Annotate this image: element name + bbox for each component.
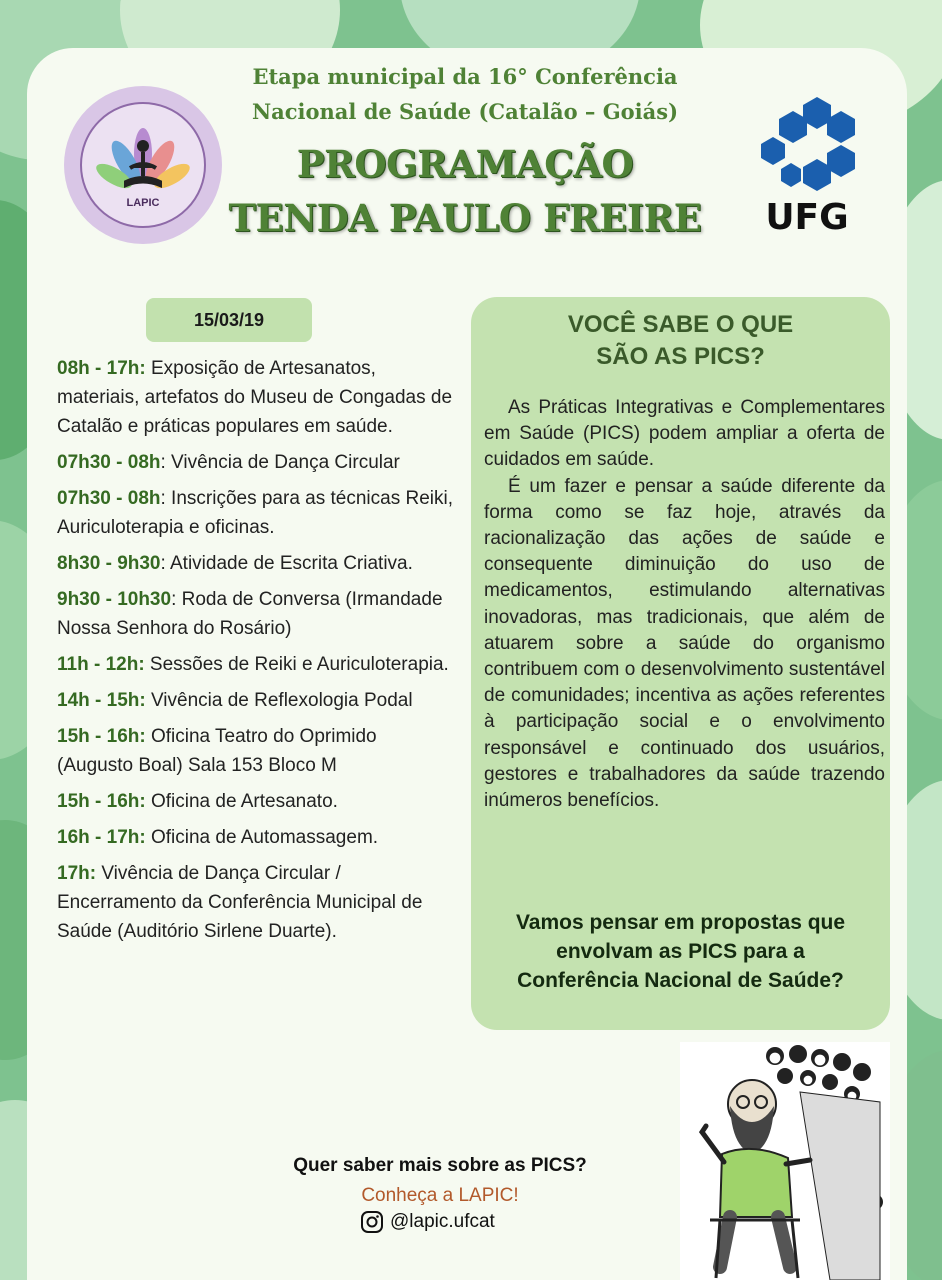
schedule-item bbox=[57, 448, 457, 477]
schedule-item bbox=[57, 354, 457, 441]
page-title-programacao: PROGRAMAÇÃO bbox=[296, 142, 634, 186]
schedule-time: 9h30 - 10h30 bbox=[57, 589, 172, 610]
date-badge: 15/03/19 bbox=[146, 298, 312, 342]
pics-call-to-action bbox=[471, 908, 890, 995]
header-subtitle-line2: Nacional de Saúde (Catalão – Goiás) bbox=[251, 99, 679, 124]
pics-title-line1: VOCÊ SABE O QUE bbox=[567, 311, 794, 338]
pics-title-line2: SÃO AS PICS? bbox=[596, 343, 765, 370]
page-title-tenda: TENDA PAULO FREIRE bbox=[228, 196, 702, 240]
pics-title bbox=[471, 309, 890, 373]
pics-cta-line1: Vamos pensar em propostas que bbox=[515, 911, 846, 934]
schedule-item bbox=[57, 650, 457, 679]
schedule-description: Sessões de Reiki e Auriculoterapia. bbox=[144, 654, 449, 675]
paulo-freire-illustration bbox=[680, 1042, 890, 1280]
schedule-time: 15h - 16h: bbox=[57, 726, 146, 747]
schedule-item bbox=[57, 823, 457, 852]
pics-cta-line3: Conferência Nacional de Saúde? bbox=[517, 969, 844, 992]
schedule-item bbox=[57, 484, 457, 542]
schedule-item bbox=[57, 686, 457, 715]
lapic-logo-text: LAPIC bbox=[126, 197, 160, 209]
pics-paragraph-2: É um fazer e pensar a saúde diferente da forma como se faz hoje, através da racionalização das ações de saúde e consequente diminuição do uso de medicamentos, estimulando alternativas inovadoras, mas tradicionais, que além de atuarem sobre a saúde do organismo contribuem com o desenvolvimento sustentável de comunidades; incentiva as ações referentes à participação social e o envolvimento responsável e continuado dos usuários, gestores e trabalhadores da saúde trazendo inúmeros benefícios. bbox=[484, 475, 885, 812]
schedule-description: : Inscrições para as técnicas Reiki, Auriculoterapia e oficinas. bbox=[57, 488, 454, 538]
schedule-description: : Roda de Conversa (Irmandade Nossa Senhora do Rosário) bbox=[57, 589, 443, 639]
pics-body bbox=[484, 395, 885, 814]
schedule-description: Oficina de Automassagem. bbox=[145, 827, 379, 848]
schedule-time: 07h30 - 08h bbox=[57, 452, 161, 473]
schedule-time: 17h: bbox=[57, 863, 97, 884]
footer-instagram[interactable] bbox=[360, 1210, 495, 1234]
schedule-item bbox=[57, 859, 457, 946]
pics-cta-line2: envolvam as PICS para a bbox=[556, 940, 805, 963]
schedule-time: 15h - 16h: bbox=[57, 791, 146, 812]
instagram-icon bbox=[360, 1210, 384, 1234]
pics-paragraph-1: As Práticas Integrativas e Complementares em Saúde (PICS) podem ampliar a oferta de cuidados em saúde. bbox=[484, 397, 885, 471]
header-subtitle-line1: Etapa municipal da 16° Conferência bbox=[252, 64, 678, 89]
ufg-logo-text: UFG bbox=[765, 197, 849, 238]
schedule-time: 8h30 - 9h30 bbox=[57, 553, 161, 574]
footer-question: Quer saber mais sobre as PICS? bbox=[293, 1155, 587, 1176]
schedule-time: 16h - 17h: bbox=[57, 827, 146, 848]
schedule-item bbox=[57, 585, 457, 643]
schedule-item bbox=[57, 722, 457, 780]
ufg-logo bbox=[755, 93, 865, 238]
schedule-description: : Atividade de Escrita Criativa. bbox=[160, 553, 413, 574]
footer-lapic-link[interactable]: Conheça a LAPIC! bbox=[361, 1185, 519, 1206]
schedule-description: Vivência de Reflexologia Podal bbox=[145, 690, 413, 711]
schedule-description: Oficina Teatro do Oprimido (Augusto Boal) Sala 153 Bloco M bbox=[57, 726, 377, 776]
schedule-list bbox=[57, 354, 457, 953]
schedule-description: : Vivência de Dança Circular bbox=[160, 452, 400, 473]
instagram-handle: @lapic.ufcat bbox=[390, 1211, 495, 1232]
schedule-time: 07h30 - 08h bbox=[57, 488, 161, 509]
schedule-time: 08h - 17h: bbox=[57, 358, 146, 379]
schedule-description: Oficina de Artesanato. bbox=[145, 791, 338, 812]
schedule-item bbox=[57, 787, 457, 816]
schedule-description: Vivência de Dança Circular / Encerramento da Conferência Municipal de Saúde (Auditório Sirlene Duarte). bbox=[57, 863, 423, 942]
schedule-time: 11h - 12h: bbox=[57, 654, 145, 675]
schedule-description: Exposição de Artesanatos, materiais, artefatos do Museu de Congadas de Catalão e práticas populares em saúde. bbox=[57, 358, 453, 437]
schedule-time: 14h - 15h: bbox=[57, 690, 146, 711]
schedule-item bbox=[57, 549, 457, 578]
